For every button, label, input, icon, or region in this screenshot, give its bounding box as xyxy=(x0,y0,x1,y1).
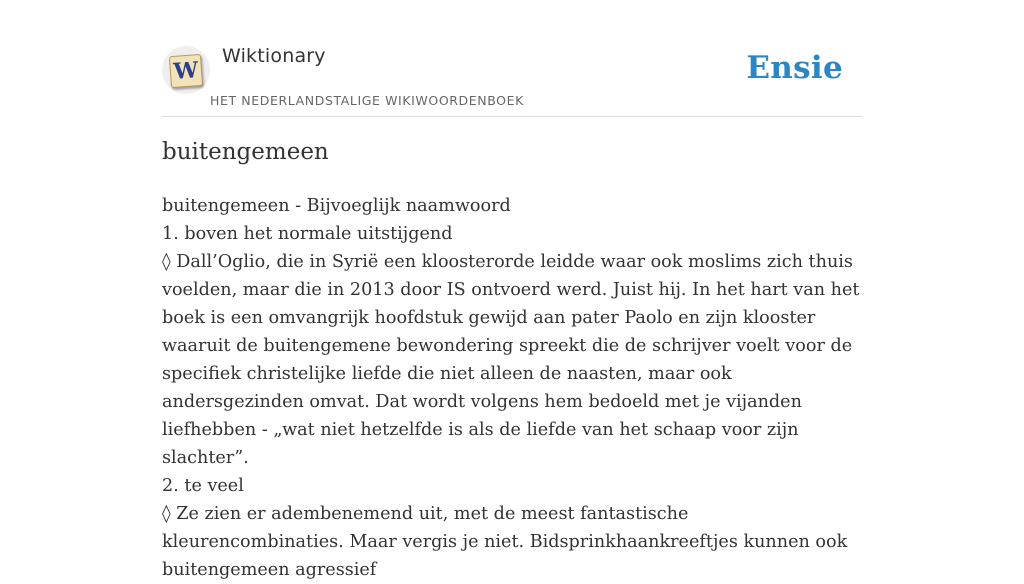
sense-1-example: ◊ Dall’Oglio, die in Syrië een kloosterorde leidde waar ook moslims zich thuis voelden, maar die in 2013 door IS ontvoerd werd. Juist hij. In het hart van het boek is een omvangrijk hoofdstuk gewijd aan pater Paolo en zijn klooster waaruit de buitengemene bewondering spreekt die de schrijver voelt voor de specifiek christelijke liefde die niet alleen de naasten, maar ook andersgezinden omvat. Dat wordt volgens hem bedoeld met je vijanden liefhebben - „wat niet hetzelfde is als de liefde van het schaap voor zijn slachter”. xyxy=(162,252,860,468)
entry-body xyxy=(162,192,862,584)
sense-2-definition: 2. te veel xyxy=(162,476,244,496)
page-title: buitengemeen xyxy=(162,139,329,165)
site-header xyxy=(162,0,862,117)
brand-logo[interactable]: Ensie xyxy=(746,50,843,86)
entry-headline: buitengemeen - Bijvoeglijk naamwoord xyxy=(162,196,511,216)
sense-1-definition: 1. boven het normale uitstijgend xyxy=(162,224,453,244)
logo-tile-icon: W xyxy=(169,54,203,88)
site-name[interactable]: Wiktionary xyxy=(222,45,326,67)
site-subtitle: HET NEDERLANDSTALIGE WIKIWOORDENBOEK xyxy=(210,93,524,108)
wiktionary-logo[interactable] xyxy=(162,46,210,94)
sense-2-example: ◊ Ze zien er adembenemend uit, met de meest fantastische kleurencombinaties. Maar vergis je niet. Bidsprinkhaankreeftjes kunnen ook buitengemeen agressief xyxy=(162,504,848,580)
